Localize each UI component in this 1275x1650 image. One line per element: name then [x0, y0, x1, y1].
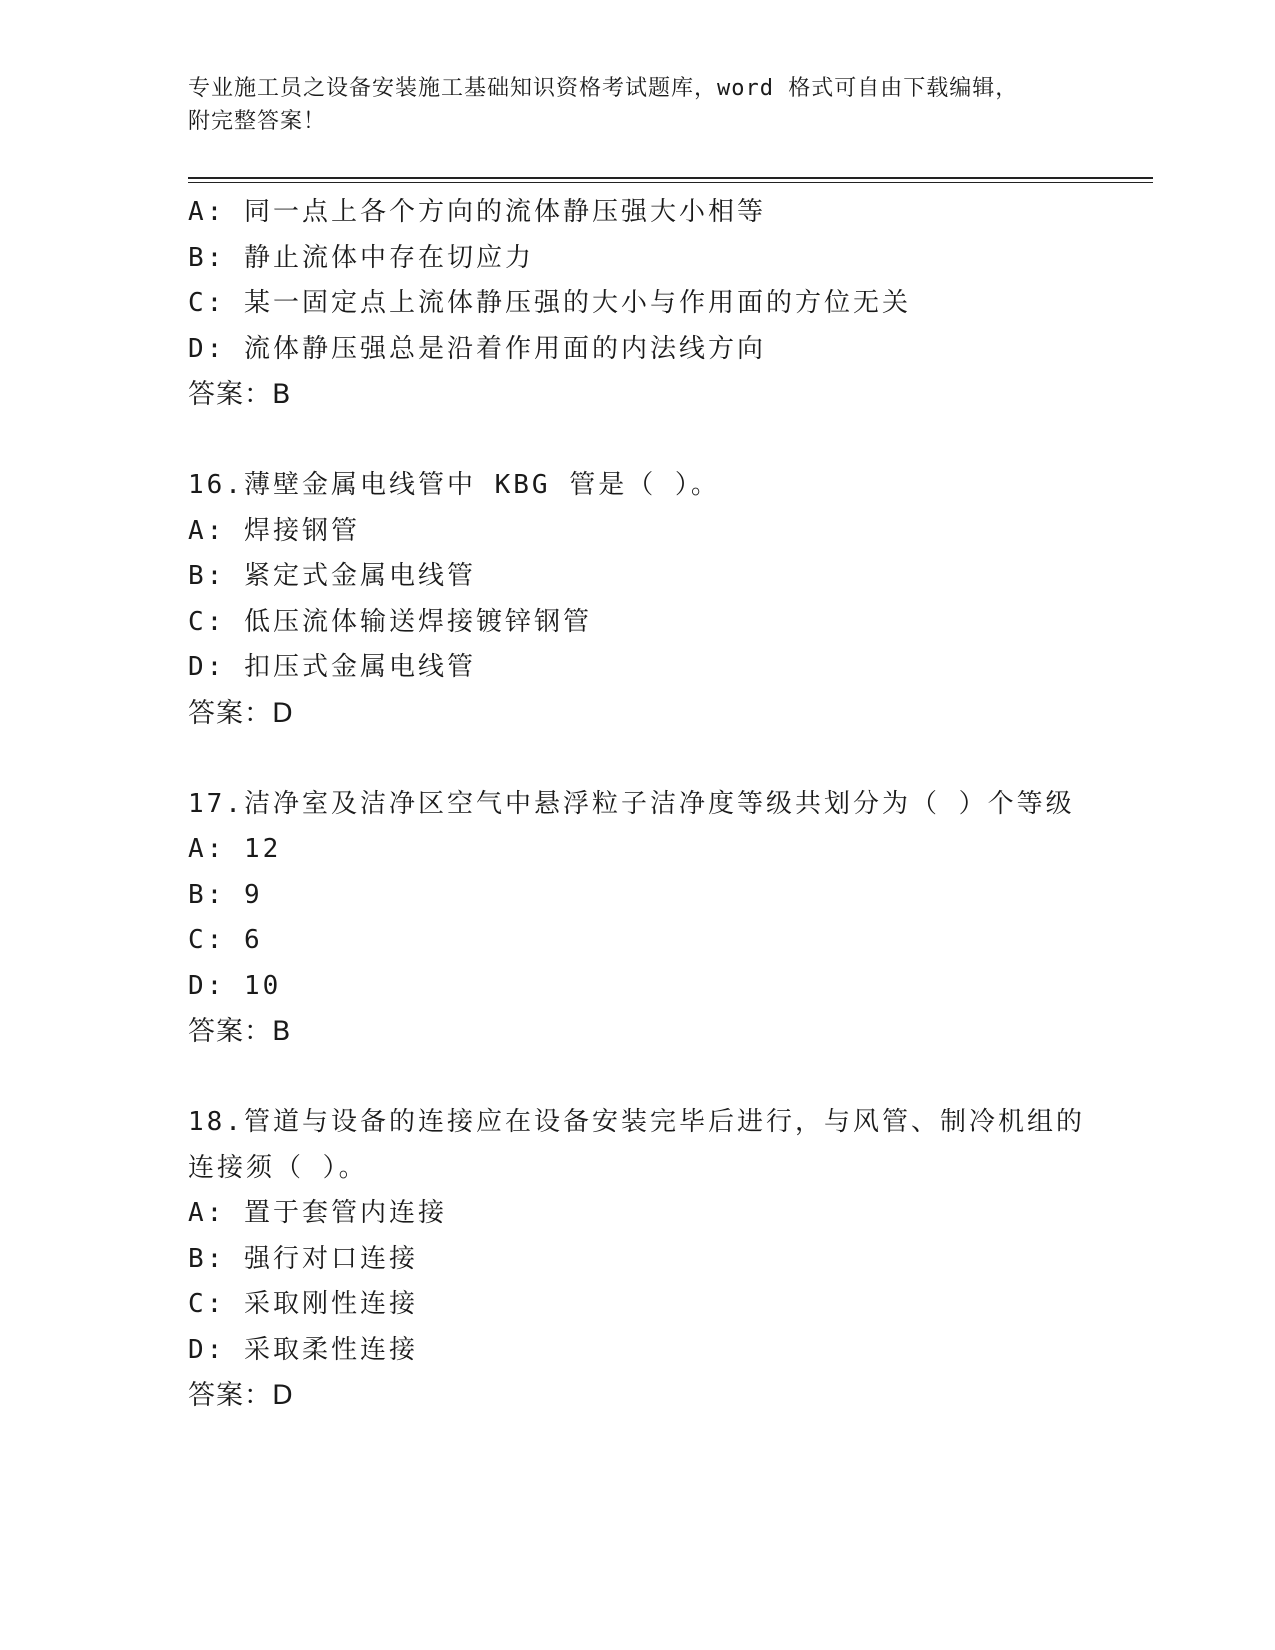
- spacer: [188, 418, 1148, 464]
- header-line-1: 专业施工员之设备安装施工基础知识资格考试题库，word 格式可自由下载编辑，: [188, 76, 1019, 101]
- question-text-line-2: 连接须（ ）。: [188, 1152, 368, 1183]
- option-a: A: 12: [188, 834, 282, 864]
- question-list: [188, 190, 1148, 1419]
- option-d: D: 10: [188, 970, 282, 1001]
- option-c: C: 低压流体输送焊接镀锌钢管: [188, 606, 592, 637]
- answer-line: 答案：B: [188, 1016, 292, 1047]
- question-text: 16.薄壁金属电线管中 KBG 管是（ ）。: [188, 470, 720, 500]
- question-16: [188, 463, 1148, 736]
- option-b: B: 静止流体中存在切应力: [188, 242, 534, 273]
- question-text: 17.洁净室及洁净区空气中悬浮粒子洁净度等级共划分为（ ）个等级: [188, 788, 1075, 819]
- spacer: [188, 1055, 1148, 1101]
- question-17: [188, 782, 1148, 1055]
- option-a: A: 置于套管内连接: [188, 1198, 447, 1228]
- header-line-2: 附完整答案！: [188, 109, 327, 134]
- option-c: C: 某一固定点上流体静压强的大小与作用面的方位无关: [188, 288, 911, 318]
- option-d: D: 采取柔性连接: [188, 1334, 418, 1365]
- header-divider-thin: [188, 182, 1153, 183]
- question-15-options: [188, 190, 1148, 418]
- question-18: [188, 1100, 1148, 1419]
- spacer: [188, 736, 1148, 782]
- question-text-line-1: 18.管道与设备的连接应在设备安装完毕后进行，与风管、制冷机组的: [188, 1107, 1085, 1137]
- document-header: [188, 72, 1068, 138]
- answer-line: 答案：D: [188, 1380, 294, 1411]
- answer-line: 答案：D: [188, 697, 294, 729]
- option-c: C: 采取刚性连接: [188, 1289, 418, 1319]
- header-divider-thick: [188, 177, 1153, 179]
- option-a: A: 焊接钢管: [188, 515, 360, 546]
- option-b: B: 紧定式金属电线管: [188, 561, 476, 591]
- option-a: A: 同一点上各个方向的流体静压强大小相等: [188, 197, 766, 227]
- answer-line: 答案：B: [188, 379, 292, 410]
- option-b: B: 强行对口连接: [188, 1243, 418, 1274]
- option-c: C: 6: [188, 925, 263, 955]
- option-b: B: 9: [188, 879, 263, 910]
- option-d: D: 扣压式金属电线管: [188, 652, 476, 682]
- option-d: D: 流体静压强总是沿着作用面的内法线方向: [188, 333, 766, 364]
